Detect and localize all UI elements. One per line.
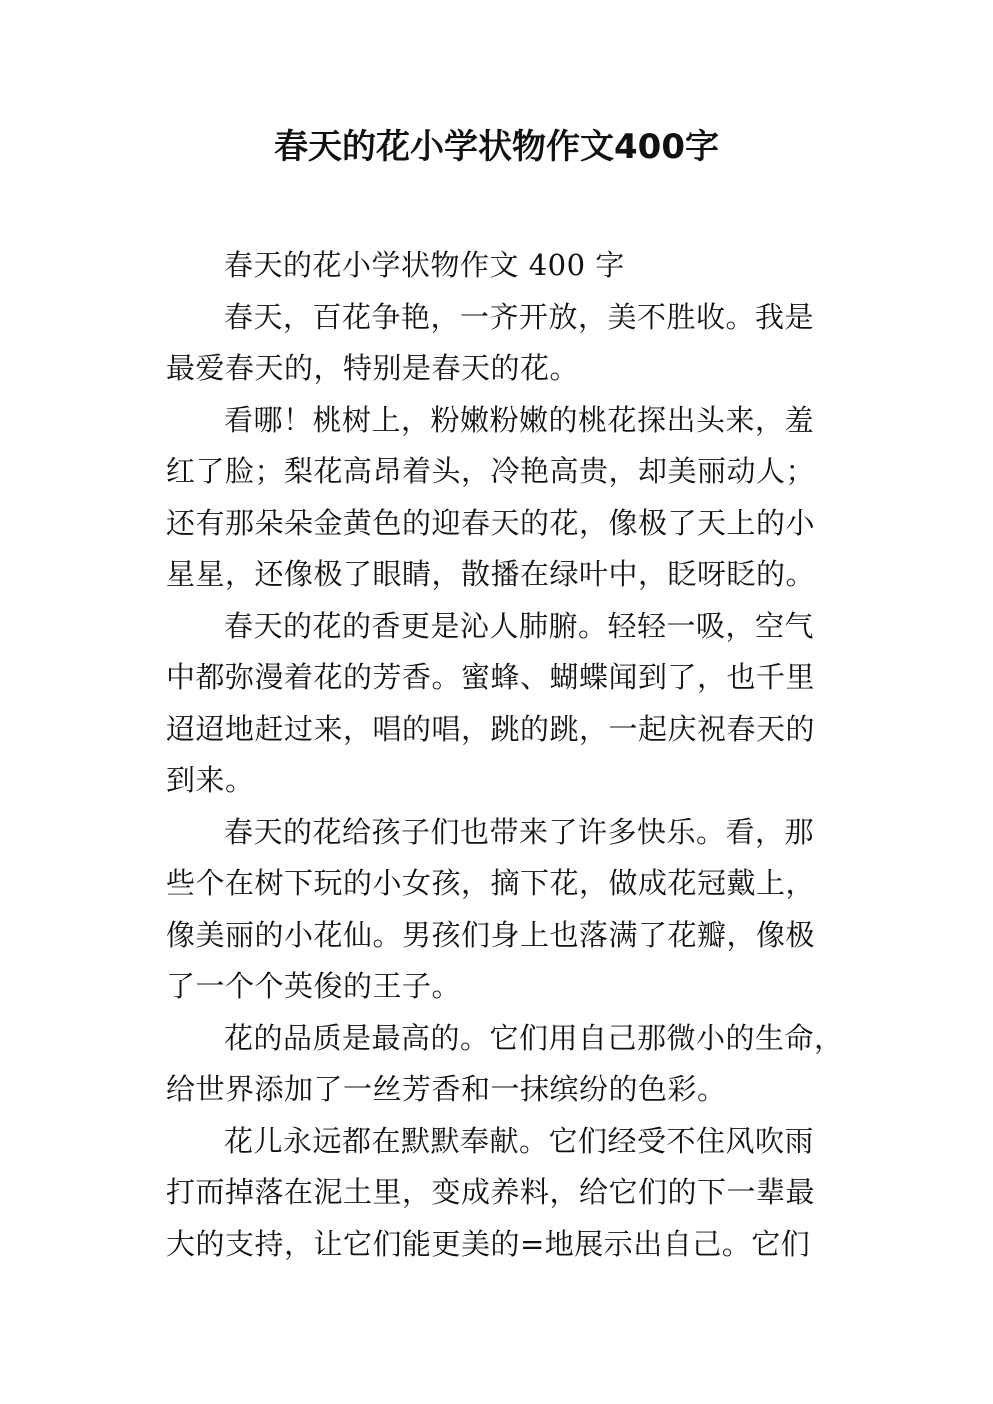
paragraph-line: 花的品质是最高的。它们用自己那微小的生命， [224,1020,844,1055]
paragraph-line: 春天的花小学状物作文 400 字 [224,248,625,282]
paragraph-line: 到来。 [166,763,255,797]
paragraph-line: 迢迢地赶过来，唱的唱，跳的跳，一起庆祝春天的 [166,711,816,746]
paragraph-line: 春天的花的香更是沁人肺腑。轻轻一吸，空气 [224,608,815,643]
paragraph-line: 给世界添加了一丝芳香和一抹缤纷的色彩。 [166,1072,727,1106]
paragraph-line: 些个在树下玩的小女孩，摘下花，做成花冠戴上， [166,866,816,900]
document-body [166,240,846,1270]
paragraph-line: 打而掉落在泥土里，变成养料，给它们的下一辈最 [166,1175,816,1209]
document-title: 春天的花小学状物作文400字 [274,127,719,167]
paragraph-4 [166,601,846,807]
paragraph-line: 像美丽的小花仙。男孩们身上也落满了花瓣，像极 [166,917,816,952]
paragraph-line: 了一个个英俊的王子。 [166,969,462,1003]
paragraph-line: 最爱春天的，特别是春天的花。 [166,351,580,385]
paragraph-1 [166,240,846,292]
paragraph-line: 红了脸；梨花高昂着头，冷艳高贵，却美丽动人； [166,454,816,488]
paragraph-7 [166,1116,846,1271]
paragraph-line: 中都弥漫着花的芳香。蜜蜂、蝴蝶闻到了，也千里 [166,660,816,694]
paragraph-line: 星星，还像极了眼睛，散播在绿叶中，眨呀眨的。 [166,557,816,591]
paragraph-3 [166,395,846,601]
paragraph-5 [166,807,846,1013]
paragraph-2 [166,292,846,395]
paragraph-line: 看哪！桃树上，粉嫩粉嫩的桃花探出头来，羞 [224,402,815,437]
paragraph-line: 春天，百花争艳，一齐开放，美不胜收。我是 [224,299,815,334]
paragraph-6 [166,1013,846,1116]
paragraph-line: 花儿永远都在默默奉献。它们经受不住风吹雨 [224,1123,815,1158]
paragraph-line: 还有那朵朵金黄色的迎春天的花，像极了天上的小 [166,505,816,540]
paragraph-line: 春天的花给孩子们也带来了许多快乐。看，那 [224,814,815,849]
paragraph-line: 大的支持，让它们能更美的=地展示出自己。它们 [166,1226,811,1261]
